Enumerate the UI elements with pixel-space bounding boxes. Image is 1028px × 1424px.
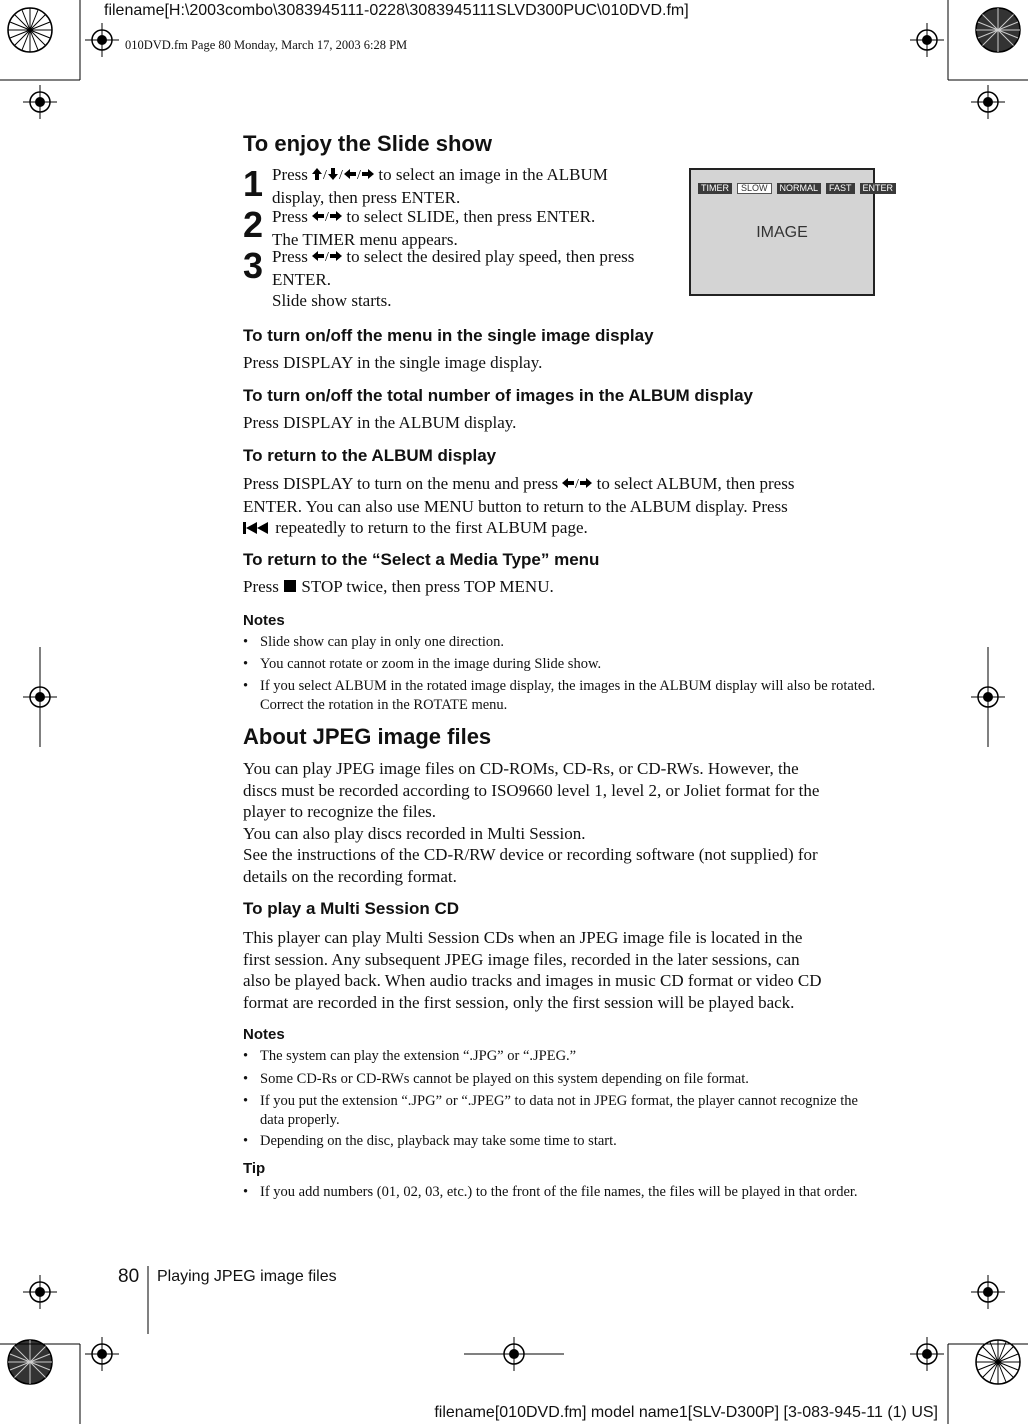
- note-item: • If you put the extension “.JPG” or “.JPEG” to data not in JPEG format, the player cannot recognize the data properly.: [243, 1092, 880, 1130]
- note-item: • If you select ALBUM in the rotated image display, the images in the ALBUM display will also be rotated. Correct the rotation in the ROTATE menu.: [243, 677, 880, 715]
- tip-item: • If you add numbers (01, 02, 03, etc.) to the front of the file names, the files will be played in that order.: [243, 1183, 880, 1202]
- step-number: 1: [243, 163, 264, 204]
- return-album-text: Press DISPLAY to turn on the menu and press / to select ALBUM, then press ENTER. You can also use MENU button to return to the ALBUM display. Press repeatedly to return to the first ALBUM page.: [243, 473, 883, 540]
- note-item: • The system can play the extension “.JPG” or “.JPEG.”: [243, 1047, 880, 1066]
- up-down-left-right-arrows-icon: [312, 165, 374, 187]
- left-right-arrows-icon: [312, 247, 342, 269]
- tv-screen-illustration: [689, 168, 894, 296]
- return-media-text: Press STOP twice, then press TOP MENU.: [243, 576, 554, 599]
- svg-text:/: /: [575, 477, 580, 491]
- slide-show-title: To enjoy the Slide show: [243, 131, 492, 156]
- svg-text:/: /: [339, 168, 344, 182]
- jpeg-title: About JPEG image files: [243, 724, 492, 749]
- step-3-text: Press / to select the desired play speed, then press ENTER. Slide show starts.: [272, 247, 635, 311]
- svg-text:/: /: [325, 250, 330, 264]
- stop-icon: [283, 577, 297, 599]
- menu-enter: ENTER: [860, 183, 897, 194]
- total-toggle-text: Press DISPLAY in the ALBUM display.: [243, 413, 517, 432]
- notes-heading: Notes: [243, 612, 285, 629]
- previous-track-icon: [243, 519, 271, 541]
- svg-text:/: /: [323, 168, 328, 182]
- left-right-arrows-icon: [562, 474, 592, 496]
- note-item: • You cannot rotate or zoom in the image during Slide show.: [243, 655, 880, 674]
- multisession-paragraph: This player can play Multi Session CDs when an JPEG image file is located in the first session. Any subsequent JPEG image files, recorded in the later sessions, can also be played back. When audio tracks and images in music CD format or video CD format are recorded in the first session, only the first session will be played back.: [243, 928, 822, 1012]
- step-2-text: Press / to select SLIDE, then press ENTER. The TIMER menu appears.: [272, 207, 596, 249]
- step-number: 3: [243, 245, 264, 286]
- crop-footer-filename: filename[010DVD.fm] model name1[SLV-D300P] [3-083-945-11 (1) US]: [434, 1404, 938, 1421]
- footer-section-title: Playing JPEG image files: [157, 1268, 337, 1285]
- page-number: 80: [118, 1266, 140, 1287]
- crop-subheader: 010DVD.fm Page 80 Monday, March 17, 2003 6:28 PM: [125, 38, 408, 52]
- tip-heading: Tip: [243, 1160, 266, 1177]
- left-right-arrows-icon: [312, 207, 342, 229]
- note-item: • Slide show can play in only one direction.: [243, 633, 880, 652]
- step-number: 2: [243, 204, 264, 245]
- svg-text:/: /: [357, 168, 362, 182]
- return-media-heading: To return to the “Select a Media Type” menu: [243, 550, 600, 569]
- menu-toggle-text: Press DISPLAY in the single image display.: [243, 353, 543, 372]
- total-toggle-heading: To turn on/off the total number of images in the ALBUM display: [243, 386, 753, 405]
- menu-normal: NORMAL: [777, 183, 822, 194]
- svg-text:/: /: [325, 210, 330, 224]
- menu-timer: TIMER: [698, 183, 732, 194]
- step-1-text: Press / / / to select an image in the ALBUM display, then press ENTER.: [272, 165, 608, 207]
- jpeg-paragraph: You can play JPEG image files on CD-ROMs, CD-Rs, or CD-RWs. However, the discs must be recorded according to ISO9660 level 1, level 2, or Joliet format for the player to recognize the files. You can also play discs recorded in Multi Session. See the instructions of the CD-R/RW device or recording software (not supplied) for details on the recording format.: [243, 759, 820, 886]
- image-placeholder-label: IMAGE: [756, 224, 808, 241]
- menu-toggle-heading: To turn on/off the menu in the single image display: [243, 326, 654, 345]
- menu-fast: FAST: [826, 183, 855, 194]
- crop-header-filename: filename[H:\2003combo\3083945111-0228\3083945111SLVD300PUC\010DVD.fm]: [104, 2, 689, 19]
- note-item: • Depending on the disc, playback may take some time to start.: [243, 1132, 880, 1151]
- multisession-heading: To play a Multi Session CD: [243, 899, 459, 918]
- return-album-heading: To return to the ALBUM display: [243, 446, 497, 465]
- menu-slow: SLOW: [737, 183, 772, 194]
- notes-heading: Notes: [243, 1026, 285, 1043]
- timer-menu-bar: [698, 183, 896, 194]
- note-item: • Some CD-Rs or CD-RWs cannot be played on this system depending on file format.: [243, 1070, 880, 1089]
